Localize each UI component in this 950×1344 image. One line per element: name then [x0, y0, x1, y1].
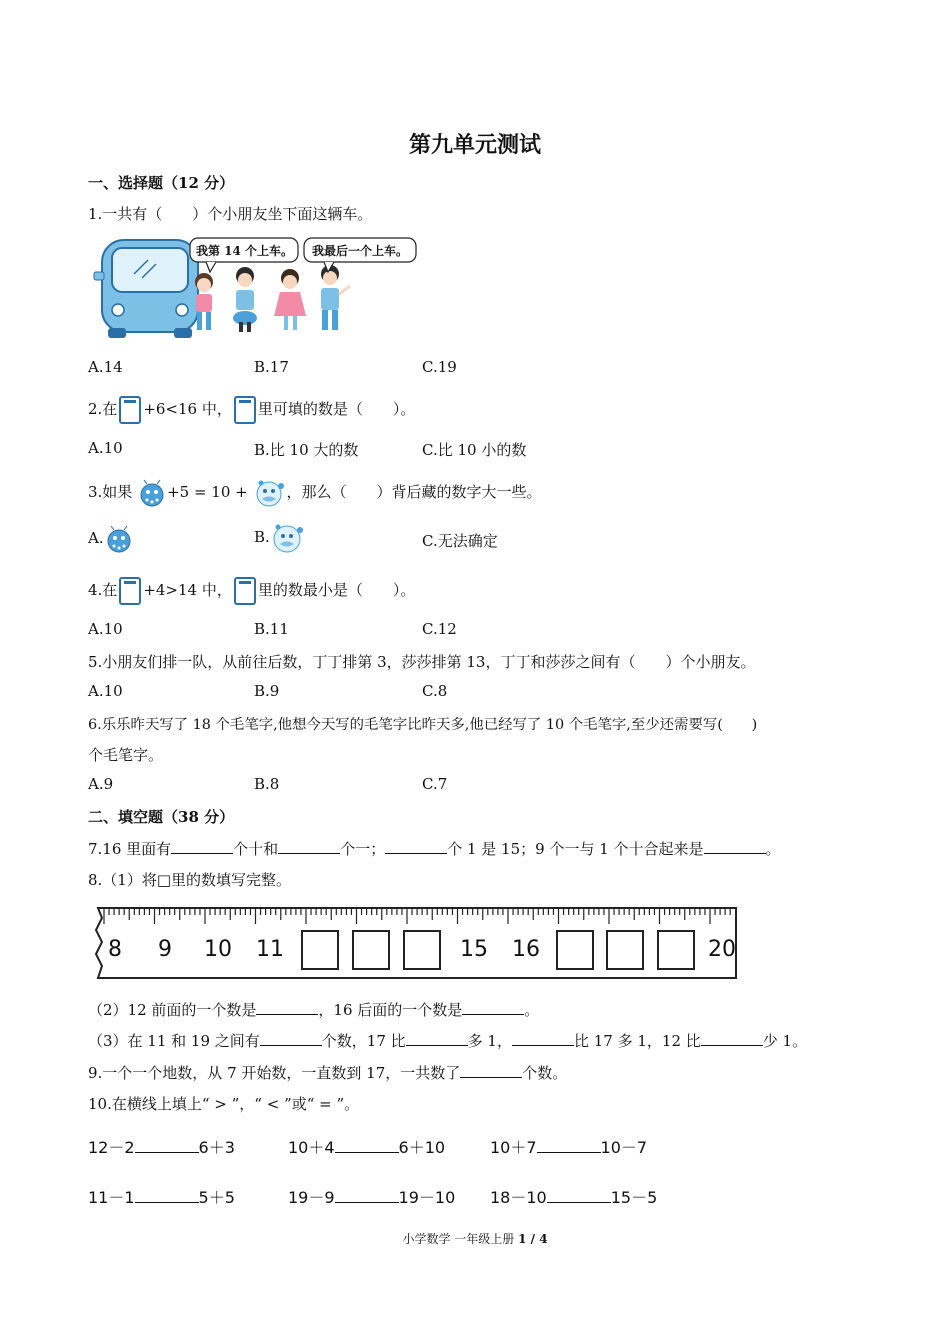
answer-blank[interactable] — [537, 1138, 601, 1153]
ruler-answer-box[interactable] — [352, 930, 390, 970]
q2-option-c: C.比 10 小的数 — [422, 441, 527, 459]
ruler-number: 9 — [158, 937, 172, 962]
section-choice-heading: 一、选择题（12 分） — [88, 174, 235, 192]
q3-option-c: C.无法确定 — [422, 532, 498, 550]
q7-text-5: 。 — [765, 840, 781, 858]
ruler-number: 20 — [708, 937, 736, 962]
q8-2-text-3: 。 — [524, 1001, 540, 1019]
ruler-number: 16 — [512, 937, 540, 962]
comparison-item — [88, 1135, 235, 1158]
q8-2-text-2: ，16 后面的一个数是 — [318, 1001, 463, 1019]
ruler-number: 15 — [460, 937, 488, 962]
question-6-line-2: 个毛笔字。 — [88, 746, 164, 764]
question-9 — [88, 1062, 567, 1083]
q4-text-c: 里的数最小是（ ）。 — [257, 581, 416, 599]
child-4 — [321, 265, 350, 330]
ladybug-icon — [137, 479, 167, 507]
q4-text-a: 4.在 — [88, 581, 118, 599]
answer-blank[interactable] — [462, 1002, 524, 1015]
blob-monster-icon — [253, 478, 287, 508]
cmp-right: 5＋5 — [198, 1188, 235, 1207]
question-1: 1.一共有（ ）个小朋友坐下面这辆车。 — [88, 205, 373, 223]
comparison-item — [288, 1185, 455, 1208]
answer-blank[interactable] — [460, 1065, 522, 1078]
ruler-answer-box[interactable] — [301, 930, 339, 970]
ruler-number: 10 — [204, 937, 232, 962]
cmp-right: 6＋3 — [198, 1138, 235, 1157]
cmp-right: 10－7 — [600, 1138, 648, 1157]
q9-text-1: 9.一个一个地数，从 7 开始数，一直数到 17，一共数了 — [88, 1064, 461, 1082]
question-10: 10.在横线上填上“ > ”，“ < ”或“ = ”。 — [88, 1095, 360, 1113]
question-8-part-1: 8.（1）将□里的数填写完整。 — [88, 871, 292, 889]
q3-text-b: +5 = 10 + — [167, 483, 248, 501]
question-8-part-2 — [88, 999, 539, 1020]
child-3 — [274, 269, 306, 330]
child-2 — [233, 267, 257, 332]
square-box-icon — [234, 396, 256, 424]
cmp-left: 19－9 — [288, 1188, 335, 1207]
q3-option-b — [254, 522, 306, 554]
page-footer — [0, 1230, 950, 1247]
q6-option-b: B.8 — [254, 775, 280, 793]
cmp-left: 12－2 — [88, 1138, 135, 1157]
answer-blank[interactable] — [335, 1138, 399, 1153]
question-6-line-1: 6.乐乐昨天写了 18 个毛笔字,他想今天写的毛笔字比昨天多,他已经写了 10 个毛笔字,至少还需要写( ) — [88, 717, 758, 733]
q7-text-2: 个十和 — [233, 840, 279, 858]
comparison-item — [490, 1135, 647, 1158]
answer-blank[interactable] — [406, 1033, 468, 1046]
square-box-icon — [234, 577, 256, 605]
footer-page-number: 1 / 4 — [518, 1232, 548, 1246]
square-box-icon — [119, 396, 141, 424]
ruler-number: 8 — [108, 937, 122, 962]
question-3 — [88, 478, 542, 508]
q4-option-b: B.11 — [254, 620, 289, 638]
q5-option-b: B.9 — [254, 682, 280, 700]
ruler-answer-box[interactable] — [556, 930, 594, 970]
q6-option-c: C.7 — [422, 775, 448, 793]
blob-monster-icon — [270, 522, 306, 554]
q2-option-a: A.10 — [88, 439, 123, 457]
q5-option-a: A.10 — [88, 682, 123, 700]
q4-option-a: A.10 — [88, 620, 123, 638]
answer-blank[interactable] — [385, 841, 447, 854]
q6-option-a: A.9 — [88, 775, 114, 793]
ruler-answer-box[interactable] — [403, 930, 441, 970]
footer-book-label: 小学数学 一年级上册 — [402, 1232, 515, 1246]
q8-3-text-2: 个数，17 比 — [321, 1032, 406, 1050]
question-2 — [88, 396, 415, 424]
q8-3-text-1: （3）在 11 和 19 之间有 — [88, 1032, 260, 1050]
ruler-answer-box[interactable] — [606, 930, 644, 970]
answer-blank[interactable] — [135, 1188, 199, 1203]
answer-blank[interactable] — [171, 841, 233, 854]
answer-blank[interactable] — [278, 841, 340, 854]
speech-bubble-2-text: 我最后一个上车。 — [312, 244, 409, 258]
q1-option-a: A.14 — [88, 358, 123, 376]
comparison-item — [88, 1185, 235, 1208]
q1-option-b: B.17 — [254, 358, 289, 376]
question-5: 5.小朋友们排一队，从前往后数，丁丁排第 3，莎莎排第 13，丁丁和莎莎之间有（ ）个小朋友。 — [88, 653, 756, 671]
answer-blank[interactable] — [547, 1188, 611, 1203]
q5-option-c: C.8 — [422, 682, 448, 700]
answer-blank[interactable] — [256, 1002, 318, 1015]
q9-text-2: 个数。 — [522, 1064, 568, 1082]
cmp-left: 10＋7 — [490, 1138, 537, 1157]
cmp-right: 19－10 — [398, 1188, 456, 1207]
q1-option-c: C.19 — [422, 358, 457, 376]
cmp-right: 15－5 — [610, 1188, 658, 1207]
square-box-icon — [119, 577, 141, 605]
comparison-item — [288, 1135, 445, 1158]
cmp-right: 6＋10 — [398, 1138, 446, 1157]
q8-3-text-5: 少 1。 — [762, 1032, 808, 1050]
answer-blank[interactable] — [512, 1033, 574, 1046]
question-4 — [88, 577, 415, 605]
ruler-number: 11 — [256, 937, 284, 962]
question-7 — [88, 838, 781, 859]
question-8-part-3 — [88, 1030, 807, 1051]
answer-blank[interactable] — [335, 1188, 399, 1203]
comparison-item — [490, 1185, 657, 1208]
section-fill-heading: 二、填空题（38 分） — [88, 808, 235, 826]
q7-text-3: 个一； — [340, 840, 386, 858]
q8-3-text-3: 多 1， — [467, 1032, 512, 1050]
child-1 — [195, 273, 213, 330]
q2-text-b: +6<16 中， — [143, 400, 232, 418]
q4-option-c: C.12 — [422, 620, 457, 638]
cmp-left: 11－1 — [88, 1188, 135, 1207]
q2-option-b: B.比 10 大的数 — [254, 441, 359, 459]
q3-option-a — [88, 524, 134, 554]
q8-3-text-4: 比 17 多 1，12 比 — [573, 1032, 701, 1050]
q4-text-b: +4>14 中， — [143, 581, 232, 599]
cmp-left: 18－10 — [490, 1188, 547, 1207]
answer-blank[interactable] — [704, 841, 766, 854]
q2-text-a: 2.在 — [88, 400, 118, 418]
q2-text-c: 里可填的数是（ ）。 — [257, 400, 416, 418]
q7-text-4: 个 1 是 15；9 个一与 1 个十合起来是 — [447, 840, 704, 858]
speech-bubble-1-text: 我第 14 个上车。 — [196, 244, 294, 258]
q8-2-text-1: （2）12 前面的一个数是 — [88, 1001, 257, 1019]
page-title: 第九单元测试 — [408, 132, 541, 158]
q3-text-c: ，那么（ ）背后藏的数字大一些。 — [286, 483, 542, 501]
answer-blank[interactable] — [135, 1138, 199, 1153]
q7-text-1: 7.16 里面有 — [88, 840, 172, 858]
q3-text-a: 3.如果 — [88, 483, 133, 501]
answer-blank[interactable] — [701, 1033, 763, 1046]
answer-blank[interactable] — [260, 1033, 322, 1046]
q3-option-a-label: A. — [88, 529, 104, 547]
ruler-answer-box[interactable] — [657, 930, 695, 970]
cmp-left: 10＋4 — [288, 1138, 335, 1157]
q3-option-b-label: B. — [254, 528, 270, 546]
ladybug-icon — [104, 524, 134, 554]
